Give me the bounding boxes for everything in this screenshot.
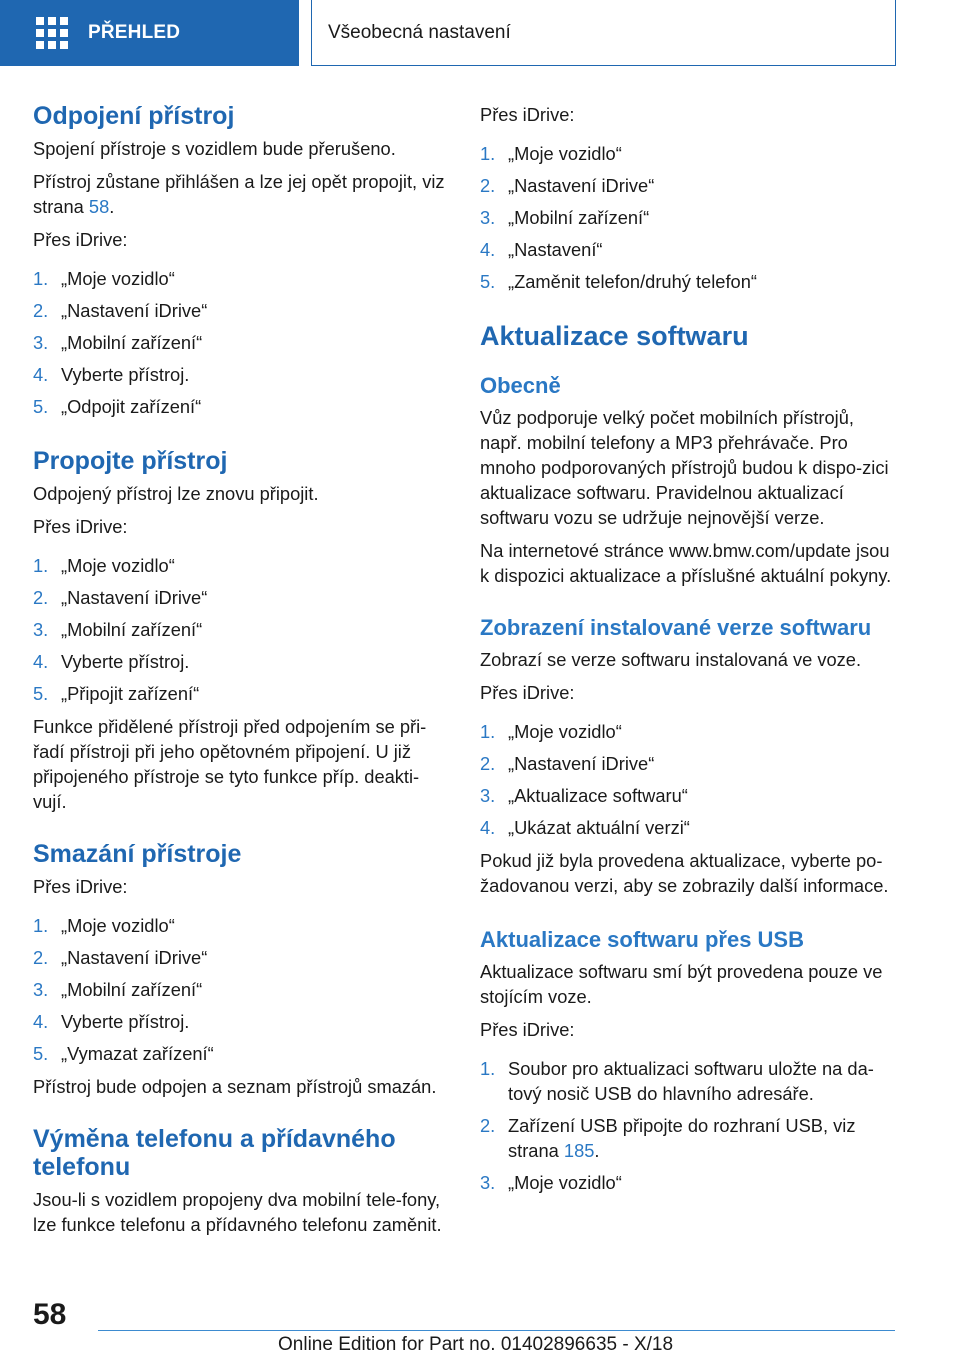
list-item: 2. „Nastavení iDrive“ bbox=[480, 175, 655, 196]
heading-delete-device: Smazání přístroje bbox=[33, 840, 242, 868]
steps-list bbox=[480, 719, 898, 840]
via-idrive-label: Přes iDrive: bbox=[480, 1019, 575, 1040]
list-item: 4. „Ukázat aktuální verzi“ bbox=[480, 817, 690, 838]
list-item: 1. „Moje vozidlo“ bbox=[33, 915, 175, 936]
list-item: 4. Vyberte přístroj. bbox=[33, 1011, 190, 1032]
heading-software-update: Aktualizace softwaru bbox=[480, 321, 749, 351]
list-item: 2. „Nastavení iDrive“ bbox=[33, 947, 208, 968]
page-link[interactable]: 58 bbox=[88, 196, 110, 217]
via-idrive-label: Přes iDrive: bbox=[480, 104, 575, 125]
list-item: 1. „Moje vozidlo“ bbox=[480, 721, 622, 742]
paragraph: Spojení přístroje s vozidlem bude přerušeno. bbox=[33, 138, 396, 159]
steps-list bbox=[480, 1056, 898, 1195]
paragraph: Na internetové stránce www.bmw.com/update jsou k dispozici aktualizace a příslušné aktuální pokyny. bbox=[480, 540, 892, 586]
paragraph: Odpojený přístroj lze znovu připojit. bbox=[33, 483, 319, 504]
heading-disconnect-device: Odpojení přístroj bbox=[33, 102, 235, 130]
overview-nav-button[interactable] bbox=[0, 0, 299, 66]
via-idrive-label: Přes iDrive: bbox=[33, 516, 128, 537]
list-item: 1. „Moje vozidlo“ bbox=[480, 143, 622, 164]
list-item: 2. „Nastavení iDrive“ bbox=[33, 587, 208, 608]
footer-divider bbox=[98, 1330, 895, 1331]
paragraph: Jsou-li s vozidlem propojeny dva mobilní tele-fony, lze funkce telefonu a přídavného telefonu zaměnit. bbox=[33, 1189, 442, 1235]
steps-list bbox=[33, 553, 451, 706]
page-number: 58 bbox=[33, 1298, 67, 1331]
heading-swap-phone: Výměna telefonu a přídavného telefonu bbox=[33, 1125, 396, 1181]
paragraph: Vůz podporuje velký počet mobilních přístrojů, např. mobilní telefony a MP3 přehrávače. Pro mnoho podporovaných přístrojů budou k dispo-zici aktualizace softwaru. Pravidelnou aktualizací softwaru vozu se udržuje nejnovější verze. bbox=[480, 407, 889, 528]
list-item: 3. „Mobilní zařízení“ bbox=[480, 207, 650, 228]
list-item: 3. „Mobilní zařízení“ bbox=[33, 619, 203, 640]
steps-list bbox=[33, 266, 451, 419]
list-item: 1. „Moje vozidlo“ bbox=[33, 268, 175, 289]
steps-list bbox=[33, 913, 451, 1066]
paragraph: Pokud již byla provedena aktualizace, vyberte po-žadovanou verzi, aby se zobrazily další informace. bbox=[480, 850, 889, 896]
list-item: 1. Soubor pro aktualizaci softwaru uložte na da-tový nosič USB do hlavního adresáře. bbox=[480, 1058, 874, 1104]
list-item: 4. Vyberte přístroj. bbox=[33, 364, 190, 385]
heading-usb-update: Aktualizace softwaru přes USB bbox=[480, 927, 804, 952]
list-item: 2. Zařízení USB připojte do rozhraní USB, viz strana 185. bbox=[480, 1115, 856, 1161]
section-title: Všeobecná nastavení bbox=[328, 21, 511, 43]
via-idrive-label: Přes iDrive: bbox=[33, 876, 128, 897]
list-item: 1. „Moje vozidlo“ bbox=[33, 555, 175, 576]
left-column bbox=[33, 102, 451, 1245]
section-header bbox=[311, 0, 896, 66]
list-item: 5. „Zaměnit telefon/druhý telefon“ bbox=[480, 271, 757, 292]
list-item: 3. „Mobilní zařízení“ bbox=[33, 979, 203, 1000]
list-item: 4. Vyberte přístroj. bbox=[33, 651, 190, 672]
paragraph: Přístroj zůstane přihlášen a lze jej opět propojit, viz strana 58. bbox=[33, 171, 445, 217]
list-item: 4. „Nastavení“ bbox=[480, 239, 603, 260]
steps-list bbox=[480, 141, 898, 294]
heading-general: Obecně bbox=[480, 373, 561, 398]
list-item: 3. „Aktualizace softwaru“ bbox=[480, 785, 688, 806]
page-link[interactable]: 185 bbox=[563, 1140, 595, 1161]
heading-connect-device: Propojte přístroj bbox=[33, 447, 228, 475]
paragraph: Přístroj bude odpojen a seznam přístrojů smazán. bbox=[33, 1076, 437, 1097]
paragraph: Funkce přidělené přístroji před odpojením se při-řadí přístroji při jeho opětovném připojení. U již připojeného přístroje se tyto funkce příp. deakti-vují. bbox=[33, 716, 427, 812]
grid-menu-icon bbox=[36, 17, 68, 49]
list-item: 2. „Nastavení iDrive“ bbox=[480, 753, 655, 774]
list-item: 2. „Nastavení iDrive“ bbox=[33, 300, 208, 321]
list-item: 3. „Mobilní zařízení“ bbox=[33, 332, 203, 353]
right-column bbox=[480, 102, 898, 1203]
list-item: 5. „Vymazat zařízení“ bbox=[33, 1043, 214, 1064]
list-item: 5. „Připojit zařízení“ bbox=[33, 683, 200, 704]
heading-show-version: Zobrazení instalované verze softwaru bbox=[480, 615, 872, 640]
via-idrive-label: Přes iDrive: bbox=[480, 682, 575, 703]
footer-edition: Online Edition for Part no. 01402896635 - X/18 bbox=[278, 1334, 674, 1355]
list-item: 5. „Odpojit zařízení“ bbox=[33, 396, 202, 417]
via-idrive-label: Přes iDrive: bbox=[33, 229, 128, 250]
paragraph: Zobrazí se verze softwaru instalovaná ve voze. bbox=[480, 649, 862, 670]
overview-nav-label: PŘEHLED bbox=[88, 22, 181, 43]
list-item: 3. „Moje vozidlo“ bbox=[480, 1172, 622, 1193]
paragraph: Aktualizace softwaru smí být provedena pouze ve stojícím voze. bbox=[480, 961, 883, 1007]
